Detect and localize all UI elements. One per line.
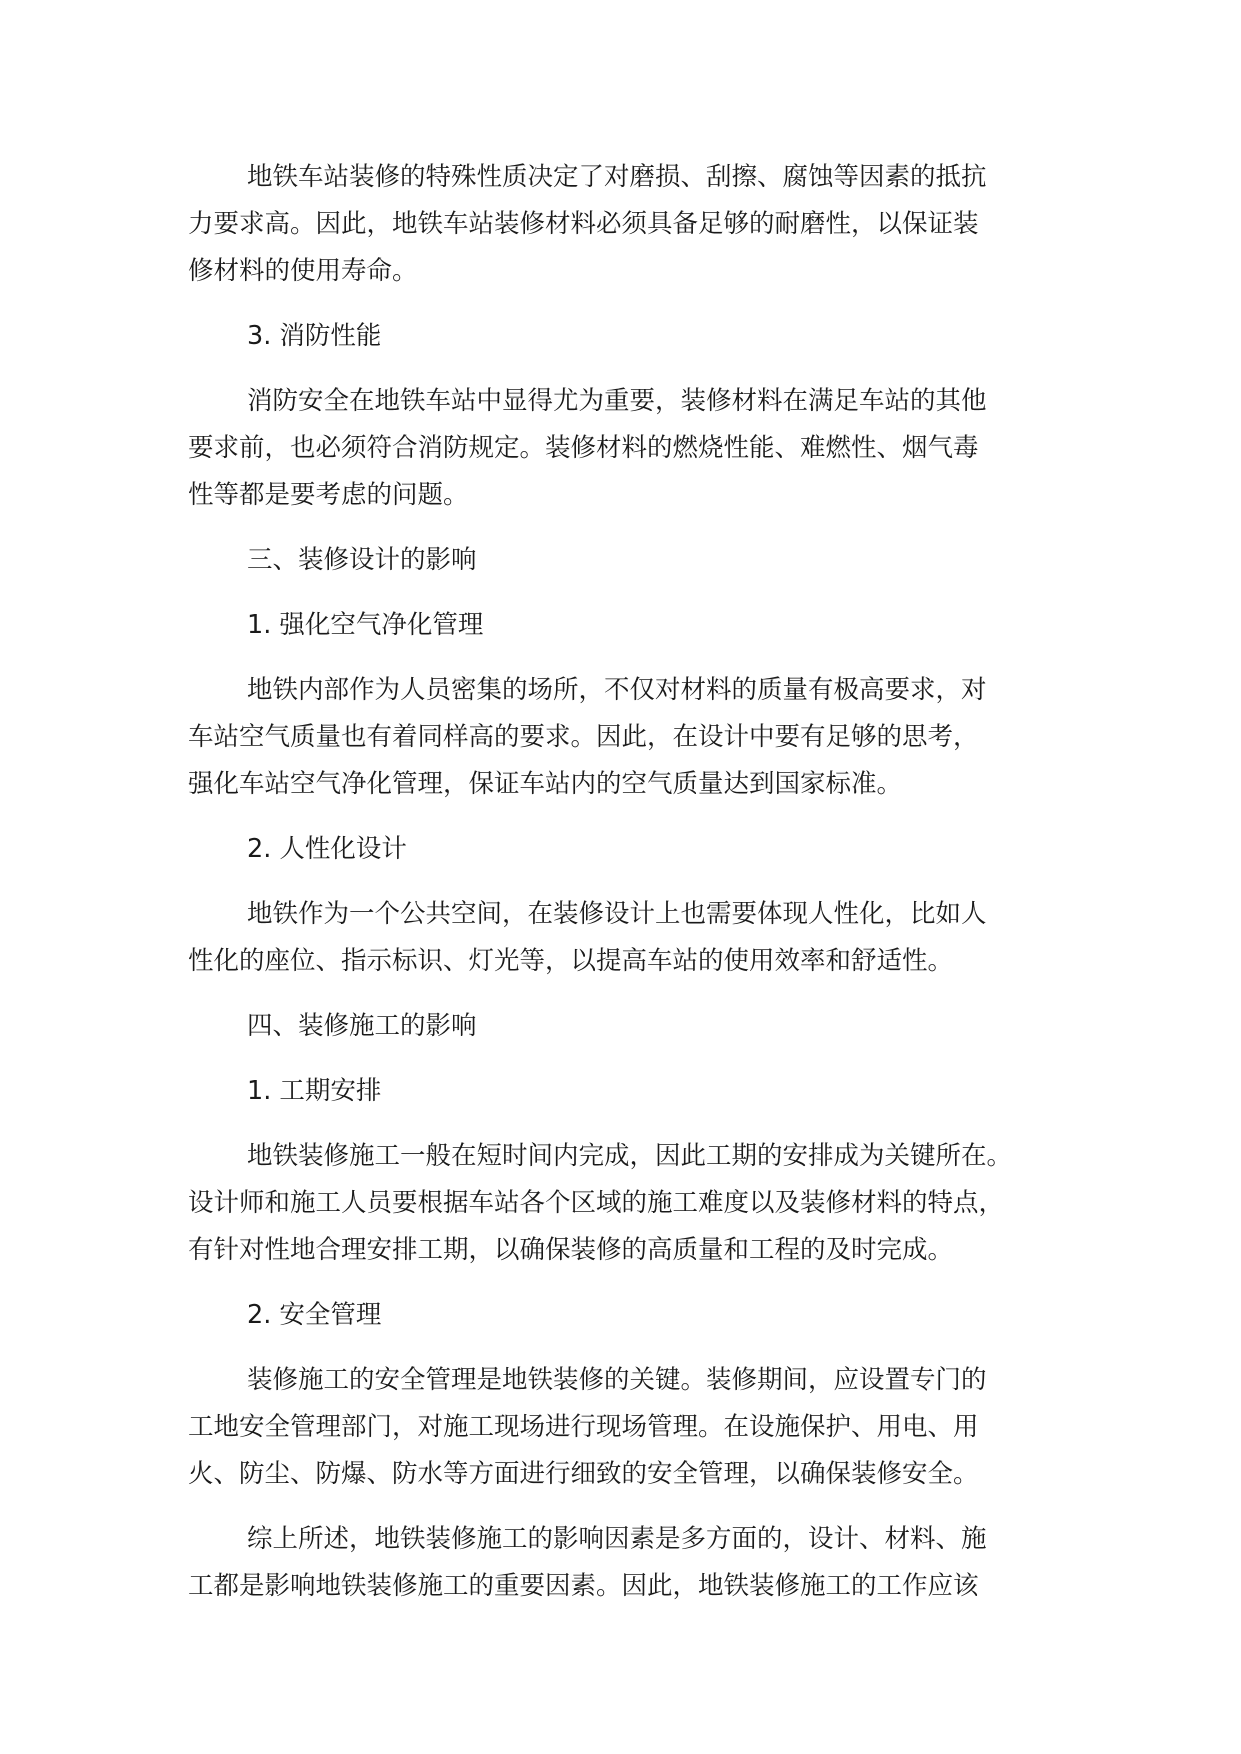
text-line: 1. 工期安排 xyxy=(247,1076,382,1106)
section-heading xyxy=(188,1003,1088,1050)
body-paragraph xyxy=(188,1357,1088,1498)
text-line: 地铁车站装修的特殊性质决定了对磨损、刮擦、腐蚀等因素的抵抗 xyxy=(247,162,987,192)
section-heading xyxy=(188,1068,1088,1115)
text-line: 设计师和施工人员要根据车站各个区域的施工难度以及装修材料的特点， xyxy=(188,1188,1005,1218)
section-heading xyxy=(188,537,1088,584)
text-line: 有针对性地合理安排工期，以确保装修的高质量和工程的及时完成。 xyxy=(188,1235,954,1265)
text-line: 三、装修设计的影响 xyxy=(247,545,477,575)
text-line: 性化的座位、指示标识、灯光等，以提高车站的使用效率和舒适性。 xyxy=(188,946,954,976)
text-line: 工地安全管理部门，对施工现场进行现场管理。在设施保护、用电、用 xyxy=(188,1412,979,1442)
text-line: 四、装修施工的影响 xyxy=(247,1011,477,1041)
text-line: 3. 消防性能 xyxy=(247,321,382,351)
section-heading xyxy=(188,313,1088,360)
text-line: 车站空气质量也有着同样高的要求。因此，在设计中要有足够的思考， xyxy=(188,722,979,752)
section-heading xyxy=(188,826,1088,873)
text-line: 火、防尘、防爆、防水等方面进行细致的安全管理，以确保装修安全。 xyxy=(188,1459,979,1489)
body-paragraph xyxy=(188,378,1088,519)
text-line: 地铁内部作为人员密集的场所，不仅对材料的质量有极高要求，对 xyxy=(247,675,987,705)
text-line: 工都是影响地铁装修施工的重要因素。因此，地铁装修施工的工作应该 xyxy=(188,1571,979,1601)
document-body xyxy=(188,154,1088,1628)
text-line: 要求前，也必须符合消防规定。装修材料的燃烧性能、难燃性、烟气毒 xyxy=(188,433,979,463)
body-paragraph xyxy=(188,1516,1088,1610)
section-heading xyxy=(188,602,1088,649)
text-line: 地铁装修施工一般在短时间内完成，因此工期的安排成为关键所在。 xyxy=(247,1141,1013,1171)
text-line: 综上所述，地铁装修施工的影响因素是多方面的，设计、材料、施 xyxy=(247,1524,987,1554)
text-line: 2. 安全管理 xyxy=(247,1300,382,1330)
body-paragraph xyxy=(188,154,1088,295)
text-line: 地铁作为一个公共空间，在装修设计上也需要体现人性化，比如人 xyxy=(247,899,987,929)
text-line: 力要求高。因此，地铁车站装修材料必须具备足够的耐磨性，以保证装 xyxy=(188,209,979,239)
text-line: 1. 强化空气净化管理 xyxy=(247,610,484,640)
body-paragraph xyxy=(188,891,1088,985)
section-heading xyxy=(188,1292,1088,1339)
text-line: 强化车站空气净化管理，保证车站内的空气质量达到国家标准。 xyxy=(188,769,903,799)
text-line: 性等都是要考虑的问题。 xyxy=(188,480,469,510)
text-line: 消防安全在地铁车站中显得尤为重要，装修材料在满足车站的其他 xyxy=(247,386,987,416)
text-line: 2. 人性化设计 xyxy=(247,834,407,864)
body-paragraph xyxy=(188,667,1088,808)
text-line: 修材料的使用寿命。 xyxy=(188,256,418,286)
text-line: 装修施工的安全管理是地铁装修的关键。装修期间，应设置专门的 xyxy=(247,1365,987,1395)
body-paragraph xyxy=(188,1133,1088,1274)
